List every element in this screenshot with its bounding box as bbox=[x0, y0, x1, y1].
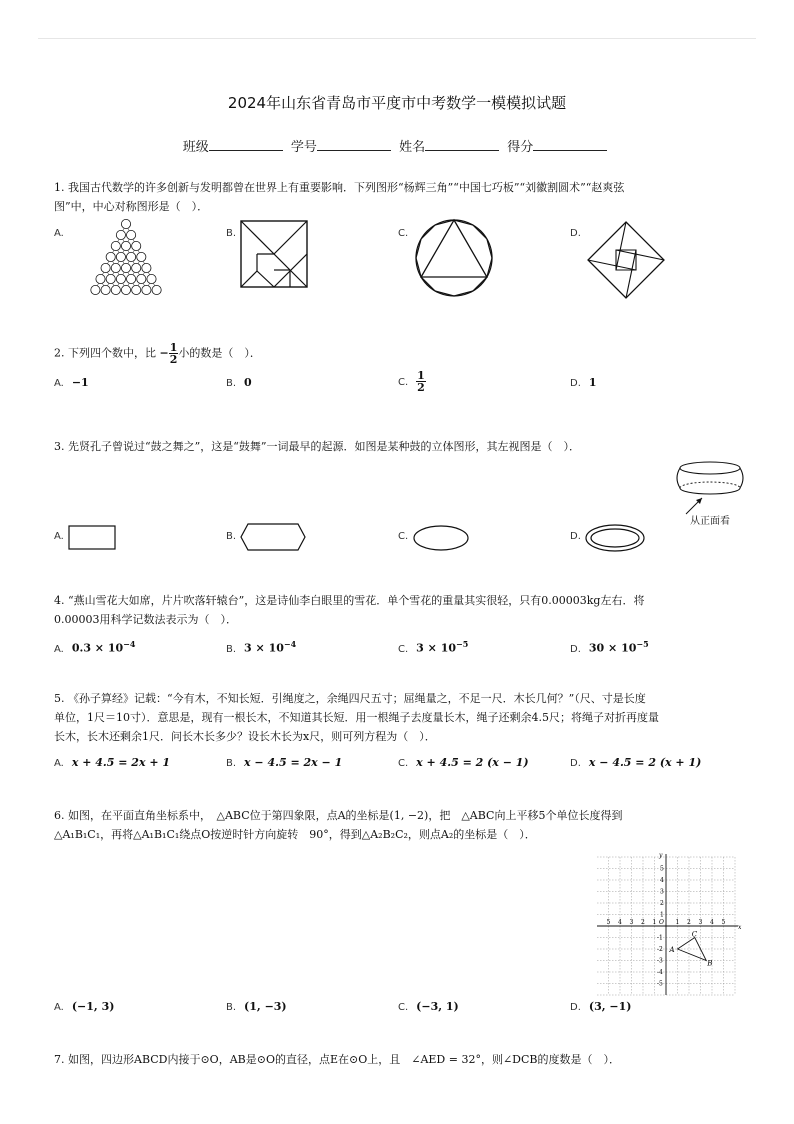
question-text: 《孙子算经》记载：“今有木，不知长短．引绳度之，余绳四尺五寸；屈绳量之，不足一尺．木长几何？”（尺、寸是长度 bbox=[68, 692, 646, 705]
y-tick-label: 1 bbox=[660, 911, 664, 919]
question-text: 小的数是（ ）． bbox=[178, 346, 261, 360]
x-axis-label: x bbox=[738, 924, 742, 931]
pascal-node bbox=[116, 252, 125, 261]
x-tick-label: 5 bbox=[721, 919, 726, 926]
y-tick-label: -4 bbox=[657, 969, 663, 976]
option-b-hexagon bbox=[240, 523, 306, 551]
pascal-node bbox=[147, 274, 156, 283]
pascal-node bbox=[101, 285, 110, 294]
option-d[interactable]: D. x − 4.5 = 2 (x + 1) bbox=[570, 756, 702, 769]
question-5 bbox=[54, 689, 744, 746]
pascal-node bbox=[121, 285, 130, 294]
question-text: 如图，四边形ABCD内接于⊙O，AB是⊙O的直径，点E在⊙O上，且 ∠AED = 32°，则∠DCB的度数是（ ）． bbox=[68, 1053, 620, 1066]
question-3 bbox=[54, 437, 744, 456]
question-text: 长木，长木还剩余1尺．问长木长多少？设长木长为x尺，则可列方程为（ ）． bbox=[54, 730, 436, 743]
question-6 bbox=[54, 806, 744, 844]
question-number: 4. bbox=[54, 594, 65, 607]
option-d[interactable]: D. bbox=[570, 228, 581, 239]
x-tick-label: 2 bbox=[641, 919, 645, 926]
liu-hui-circle-figure bbox=[414, 218, 494, 298]
question-7 bbox=[54, 1050, 744, 1069]
question-number: 1. bbox=[54, 181, 65, 194]
pascal-node bbox=[152, 285, 161, 294]
x-tick-label: 3 bbox=[698, 919, 703, 926]
option-c-ellipse bbox=[412, 524, 470, 552]
pascal-node bbox=[96, 274, 105, 283]
option-c[interactable]: C. (−3, 1) bbox=[398, 1000, 459, 1013]
point-b-label: B bbox=[707, 959, 713, 968]
negative-sign: − bbox=[159, 346, 169, 360]
y-tick-label: 4 bbox=[660, 877, 664, 884]
class-label: 班级 bbox=[182, 140, 209, 155]
question-number: 3. bbox=[54, 440, 65, 453]
pascal-node bbox=[106, 252, 115, 261]
tangram-figure bbox=[240, 220, 308, 288]
x-tick-label: O bbox=[659, 919, 664, 926]
option-b[interactable]: B. (1, −3) bbox=[226, 1000, 287, 1013]
question-number: 2. bbox=[54, 346, 65, 360]
question-text: 我国古代数学的许多创新与发明都曾在世界上有重要影响．下列图形“杨辉三角”“中国七巧板”“刘徽割圆术”“赵爽弦 bbox=[68, 181, 625, 194]
option-b[interactable]: B. bbox=[226, 228, 237, 239]
option-a[interactable]: A. bbox=[54, 228, 64, 239]
view-direction-label: 从正面看 bbox=[690, 516, 730, 527]
y-tick-label: -2 bbox=[657, 946, 663, 953]
question-text: 如图，在平面直角坐标系中， △ABC位于第四象限，点A的坐标是(1, −2)，把 △ABC向上平移5个单位长度得到 bbox=[68, 809, 623, 822]
y-tick-label: -5 bbox=[657, 980, 663, 988]
question-number: 5. bbox=[54, 692, 65, 705]
pascal-node bbox=[111, 263, 120, 272]
option-c[interactable]: C. bbox=[398, 228, 409, 239]
class-blank[interactable] bbox=[209, 138, 283, 151]
question-2 bbox=[54, 342, 744, 365]
x-tick-label: 4 bbox=[710, 919, 714, 926]
option-a[interactable]: A. (−1, 3) bbox=[54, 1000, 115, 1013]
student-info-line bbox=[0, 136, 794, 155]
question-text: △A₁B₁C₁，再将△A₁B₁C₁绕点O按逆时针方向旋转 90°，得到△A₂B₂C₂，则点A₂的坐标是（ ）． bbox=[54, 828, 536, 841]
fraction: $\frac{1}{2}$ bbox=[169, 341, 178, 366]
option-c[interactable]: C. $3 \times 10^{-5}$ bbox=[398, 639, 469, 655]
header-rule bbox=[38, 38, 756, 39]
pascal-node bbox=[116, 274, 125, 283]
page-title: 2024年山东省青岛市平度市中考数学一模模拟试题 bbox=[227, 94, 567, 112]
pascal-node bbox=[106, 274, 115, 283]
name-blank[interactable] bbox=[425, 138, 499, 151]
option-a[interactable]: A. $0.3 \times 10^{-4}$ bbox=[54, 639, 136, 655]
drum-figure bbox=[676, 460, 746, 520]
option-d[interactable]: D. (3, −1) bbox=[570, 1000, 632, 1013]
id-blank[interactable] bbox=[317, 138, 391, 151]
question-number: 6. bbox=[54, 809, 65, 822]
option-d-double-ellipse bbox=[584, 523, 646, 553]
pascal-node bbox=[121, 219, 130, 228]
pascal-node bbox=[91, 285, 100, 294]
y-tick-label: 5 bbox=[660, 865, 664, 873]
pascal-node bbox=[111, 285, 120, 294]
zhao-shuang-figure bbox=[586, 220, 666, 300]
pascal-node bbox=[142, 285, 151, 294]
name-label: 姓名 bbox=[399, 140, 426, 155]
option-a[interactable]: A. bbox=[54, 531, 64, 542]
question-text: 单位，1尺＝10寸）．意思是，现有一根长木，不知道其长短．用一根绳子去度量长木，绳子还剩余4.5尺；将绳子对折再度量 bbox=[54, 711, 659, 724]
pascal-node bbox=[116, 230, 125, 239]
option-d[interactable]: D. 1 bbox=[570, 376, 597, 389]
option-a[interactable]: A. x + 4.5 = 2x + 1 bbox=[54, 756, 171, 769]
pascal-node bbox=[142, 263, 151, 272]
pascal-node bbox=[137, 274, 146, 283]
y-tick-label: -3 bbox=[657, 957, 663, 965]
pascal-node bbox=[121, 263, 130, 272]
id-label: 学号 bbox=[290, 140, 317, 155]
y-tick-label: -1 bbox=[657, 934, 663, 942]
x-tick-label: 4 bbox=[618, 919, 622, 926]
option-d[interactable]: D. bbox=[570, 531, 581, 542]
point-a-label: A bbox=[669, 946, 675, 954]
option-b[interactable]: B. bbox=[226, 531, 237, 542]
option-c[interactable]: C. bbox=[398, 531, 409, 542]
question-number: 7. bbox=[54, 1053, 65, 1066]
question-text: 0.00003用科学记数法表示为（ ）． bbox=[54, 613, 237, 626]
x-tick-label: 2 bbox=[687, 919, 691, 926]
x-tick-label: 5 bbox=[606, 919, 611, 926]
x-tick-label: 1 bbox=[652, 919, 657, 926]
question-text: “燕山雪花大如席，片片吹落轩辕台”，这是诗仙李白眼里的雪花．单个雪花的重量其实很轻，只有0.00003kg左右．将 bbox=[68, 594, 645, 607]
score-label: 得分 bbox=[507, 140, 534, 155]
x-tick-label: 3 bbox=[629, 919, 634, 926]
pascal-node bbox=[132, 263, 141, 272]
y-axis-label: y bbox=[659, 852, 663, 859]
question-4 bbox=[54, 591, 744, 629]
pascal-node bbox=[127, 230, 136, 239]
option-b[interactable]: B. $3 \times 10^{-4}$ bbox=[226, 639, 297, 655]
question-1 bbox=[54, 178, 744, 216]
option-a-rectangle bbox=[68, 525, 116, 551]
pascal-node bbox=[127, 252, 136, 261]
x-tick-label: 1 bbox=[675, 919, 680, 926]
yanghui-triangle-figure bbox=[66, 218, 186, 304]
option-c[interactable]: C. $\frac{1}{2}$ bbox=[398, 369, 425, 394]
option-a[interactable]: A. −1 bbox=[54, 376, 89, 389]
question-text: 图”中，中心对称图形是（ ）． bbox=[54, 200, 209, 213]
pascal-node bbox=[132, 241, 141, 250]
pascal-node bbox=[111, 241, 120, 250]
coordinate-grid-figure bbox=[598, 852, 744, 998]
option-c[interactable]: C. x + 4.5 = 2 (x − 1) bbox=[398, 756, 529, 769]
pascal-node bbox=[127, 274, 136, 283]
score-blank[interactable] bbox=[533, 138, 607, 151]
pascal-node bbox=[101, 263, 110, 272]
option-d[interactable]: D. $30 \times 10^{-5}$ bbox=[570, 639, 649, 655]
y-tick-label: 2 bbox=[660, 900, 664, 907]
option-b[interactable]: B. x − 4.5 = 2x − 1 bbox=[226, 756, 343, 769]
question-text: 先贤孔子曾说过“鼓之舞之”，这是“鼓舞”一词最早的起源．如图是某种鼓的立体图形，其左视图是（ ）． bbox=[68, 440, 580, 453]
question-text: 下列四个数中，比 bbox=[68, 346, 156, 360]
pascal-node bbox=[137, 252, 146, 261]
pascal-node bbox=[132, 285, 141, 294]
option-b[interactable]: B. 0 bbox=[226, 376, 252, 389]
point-c-label: C bbox=[691, 930, 698, 939]
y-tick-label: 3 bbox=[660, 888, 664, 896]
pascal-node bbox=[121, 241, 130, 250]
